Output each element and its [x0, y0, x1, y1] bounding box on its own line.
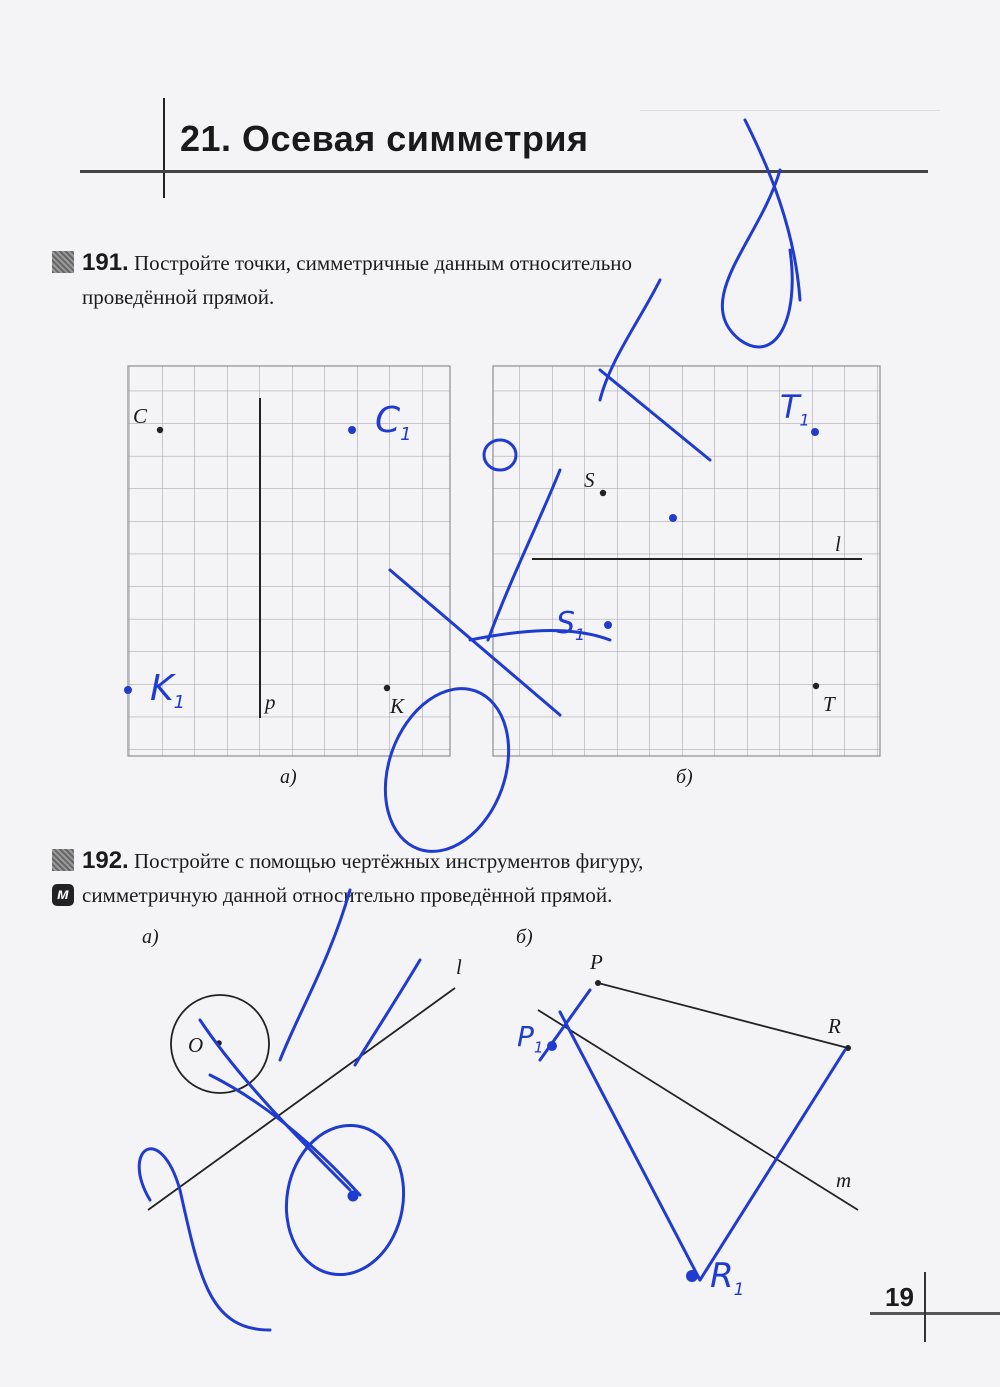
caption-192-a: а) — [142, 926, 159, 948]
hand-letter: S — [556, 606, 576, 641]
label-l: l — [835, 532, 841, 556]
pen-line-p1-r1 — [560, 1012, 700, 1280]
caption-a: а) — [280, 766, 297, 788]
point-p1 — [547, 1041, 557, 1051]
hand-letter: C — [375, 400, 401, 441]
pen-line-r1-r — [700, 1050, 845, 1280]
scribble-o-bottom — [275, 1116, 415, 1284]
task-text-line: Постройте с помощью чертёжных инструментов фигуру, — [133, 849, 644, 873]
scribble-o-small — [484, 440, 516, 470]
hand-letter: K — [150, 668, 174, 709]
scribble-stroke — [600, 370, 710, 460]
page-title: 21. Осевая симметрия — [180, 118, 589, 159]
task-text-line: проведённой прямой. — [82, 285, 275, 309]
hand-label-k1 — [150, 668, 185, 713]
hand-letter: T — [780, 388, 800, 426]
hand-label-t1 — [780, 388, 810, 429]
label-p: p — [265, 690, 276, 714]
model-badge-icon: м — [52, 884, 74, 906]
label-l2: l — [456, 955, 462, 979]
hand-subscript: 1 — [400, 424, 412, 446]
task-number: 192. — [82, 847, 129, 874]
hand-label-r1 — [710, 1256, 744, 1300]
label-p: P — [590, 950, 603, 974]
scribble-stroke — [722, 170, 792, 347]
hand-label-c1 — [375, 400, 412, 445]
hand-subscript: 1 — [533, 1038, 544, 1057]
scribble-stroke — [488, 470, 560, 640]
hand-letter: R — [710, 1256, 734, 1296]
scribble-o-large — [364, 671, 530, 869]
scribble-stroke — [355, 960, 420, 1065]
label-c: C — [133, 404, 148, 428]
label-m: m — [836, 1168, 852, 1192]
point-o1 — [349, 1192, 357, 1200]
hand-label-p1 — [517, 1020, 543, 1057]
scribble-stroke — [390, 570, 560, 715]
hand-letter: P — [517, 1020, 534, 1053]
point-t1 — [811, 428, 819, 436]
caption-192-b: б) — [516, 926, 533, 948]
task-number: 191. — [82, 249, 129, 276]
hand-label-s1 — [556, 606, 585, 644]
task-text-line: Постройте точки, симметричные данным относительно — [133, 251, 633, 275]
label-s: S — [584, 468, 595, 492]
scribble-stroke — [280, 890, 350, 1060]
point-k1 — [124, 686, 132, 694]
label-o: O — [188, 1033, 204, 1057]
hand-subscript: 1 — [575, 625, 586, 644]
page-number: 19 — [885, 1282, 914, 1312]
scribble-stroke — [200, 1020, 350, 1190]
label-k: K — [390, 694, 405, 718]
footer-vertical-rule — [924, 1272, 926, 1342]
hand-subscript: 1 — [173, 692, 186, 714]
hand-subscript: 1 — [733, 1279, 745, 1300]
label-t: T — [823, 692, 835, 716]
label-r: R — [828, 1014, 841, 1038]
pen-line-p-p1 — [540, 990, 590, 1060]
point-r1 — [686, 1270, 698, 1282]
point-s1 — [604, 621, 612, 629]
point-stray — [669, 514, 677, 522]
point-c1 — [348, 426, 356, 434]
task-text-line: симметричную данной относительно проведённой прямой. — [82, 883, 613, 907]
scribble-stroke — [139, 1149, 270, 1330]
scribble-stroke — [600, 280, 660, 400]
hand-subscript: 1 — [799, 410, 810, 430]
caption-b: б) — [676, 766, 693, 788]
